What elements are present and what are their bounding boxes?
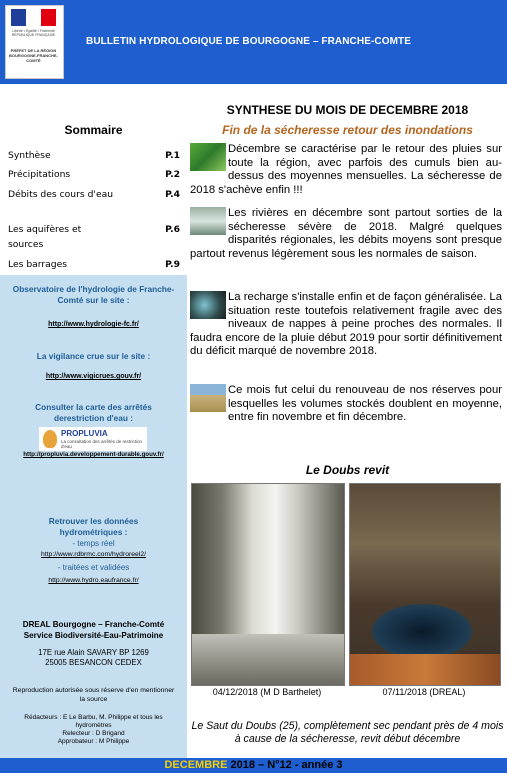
bulletin-title: BULLETIN HYDROLOGIQUE DE BOURGOGNE – FRANCHE-COMTE [86,36,412,47]
dark-pool [372,604,472,659]
propluvia-logo[interactable] [39,427,147,451]
photos-caption: Le Saut du Doubs (25), complètement sec pendant près de 4 mois à cause de la sécheresse, revit début décembre [191,720,504,745]
propluvia-drop-icon [43,430,57,448]
synthese-aquiferes: La recharge s'installe enfin et de façon généralisée. La situation reste toutefois relativement fragile avec des niveaux de nappes à peine proches des normales. Il faudra encore de la pluie début 2019 pour sortir définitivement du déficit marqué de novembre 2018. [190,291,502,357]
synthese-barrages: Ce mois fut celui du renouveau de nos réserves pour lesquelles les volumes stockés doublent en moyenne, entre fin novembre et fin décembre. [190,384,502,425]
toc-page: P.1 [165,150,180,161]
footer-issue: 2018 – N°12 - année 3 [227,759,343,771]
toc-page: P.2 [165,169,180,180]
validees-label: - traitées et validées [57,563,130,572]
observatoire-heading: Observatoire de l'hydrologie de Franche-Comté sur le site : [12,284,175,305]
vigicrues-link[interactable]: http://www.vigicrues.gouv.fr/ [45,373,142,380]
toc-label: Précipitations [8,169,71,180]
toc-label: Les barrages [8,259,68,270]
toc-item-aquiferes[interactable] [8,222,180,252]
doubs-title: Le Doubs revit [305,463,390,477]
toc-label: Débits des cours d'eau [8,189,114,200]
toc-page: P.6 [165,224,180,235]
sommaire-title: Sommaire [64,123,123,137]
river-thumbnail [190,207,226,235]
dry-falls-photo [349,483,501,686]
toc-label: Synthèse [8,150,51,161]
hydrologie-fc-link[interactable]: http://www.hydrologie-fc.fr/ [48,321,139,328]
propluvia-name: PROPLUVIA [61,429,108,438]
vigilance-heading: La vigilance crue sur le site : [36,351,151,361]
logo-prefet-text: PRÉFET DE LA RÉGION BOURGOGNE-FRANCHE-COMTÉ [9,48,58,63]
toc-page: P.4 [165,189,180,200]
donnees-heading: Retrouver les données hydrométriques : [48,516,139,537]
rdbrmc-link[interactable]: http://www.rdbrmc.com/hydroreel2/ [40,551,146,558]
temps-reel-label: - temps réel [72,539,115,548]
toc-item-precipitations[interactable] [8,167,180,182]
address-line2: 25005 BESANCON CEDEX [45,658,142,667]
photo2-caption: 07/11/2018 (DREAL) [382,687,466,697]
main-title: SYNTHESE DU MOIS DE DECEMBRE 2018 [226,103,469,117]
autumn-foliage [350,654,500,685]
relecteur: Relecteur : D Brigand [62,730,125,737]
address-line1: 17E rue Alain SAVARY BP 1269 [38,648,149,657]
main-subtitle: Fin de la sécheresse retour des inondations [222,123,473,137]
approbateur: Approbateur : M Philippe [57,738,130,745]
propluvia-link[interactable]: http://propluvia.developpement-durable.gouv.fr/ [23,451,164,458]
hydro-eaufrance-link[interactable]: http://www.hydro.eaufrance.fr/ [48,577,139,584]
dreal-name: DREAL Bourgogne – Franche-Comté [22,620,165,629]
waterfall-pool [192,634,344,685]
dreal-service: Service Biodiversité-Eau-Patrimoine [23,631,164,640]
dam-thumbnail [190,384,226,412]
toc-item-debits[interactable] [8,187,180,202]
reproduction-notice: Reproduction autorisée sous réserve d'en mentionner la source [12,687,175,703]
waterfall-photo [191,483,345,686]
french-flag-icon [11,9,56,26]
rain-thumbnail [190,143,226,171]
toc-label: Les aquifères et sources [8,224,82,250]
footer-text [0,758,507,773]
synthese-debits: Les rivières en décembre sont partout sorties de la sécheresse sévère de 2018. Malgré quelques disparités régionales, les débits moyens sont presque partout revenus légèrement sous les normales de saison. [190,207,502,260]
toc-item-synthese[interactable] [8,148,180,163]
toc-page: P.9 [165,259,180,270]
synthese-precipitations: Décembre se caractérise par le retour des pluies sur toute la région, avec parfois des cumuls bien au-dessus des moyennes mensuelles. La sécheresse de 2018 s'achève enfin !!! [190,143,502,196]
footer-month: DECEMBRE [164,759,228,771]
aquifer-thumbnail [190,291,226,319]
logo-text: Liberté • Égalité • Fraternité RÉPUBLIQUE FRANÇAISE [11,29,56,37]
redacteurs: Rédacteurs : E Le Barbu, M. Philippe et tous les hydromètres [24,714,163,729]
toc-item-barrages[interactable] [8,257,180,272]
arretes-heading: Consulter la carte des arrêtés derestriction d'eau : [35,402,152,423]
photo1-caption: 04/12/2018 (M D Barthelet) [212,687,322,697]
propluvia-tagline: La consultation des arrêtés de restriction d'eau [61,439,143,449]
